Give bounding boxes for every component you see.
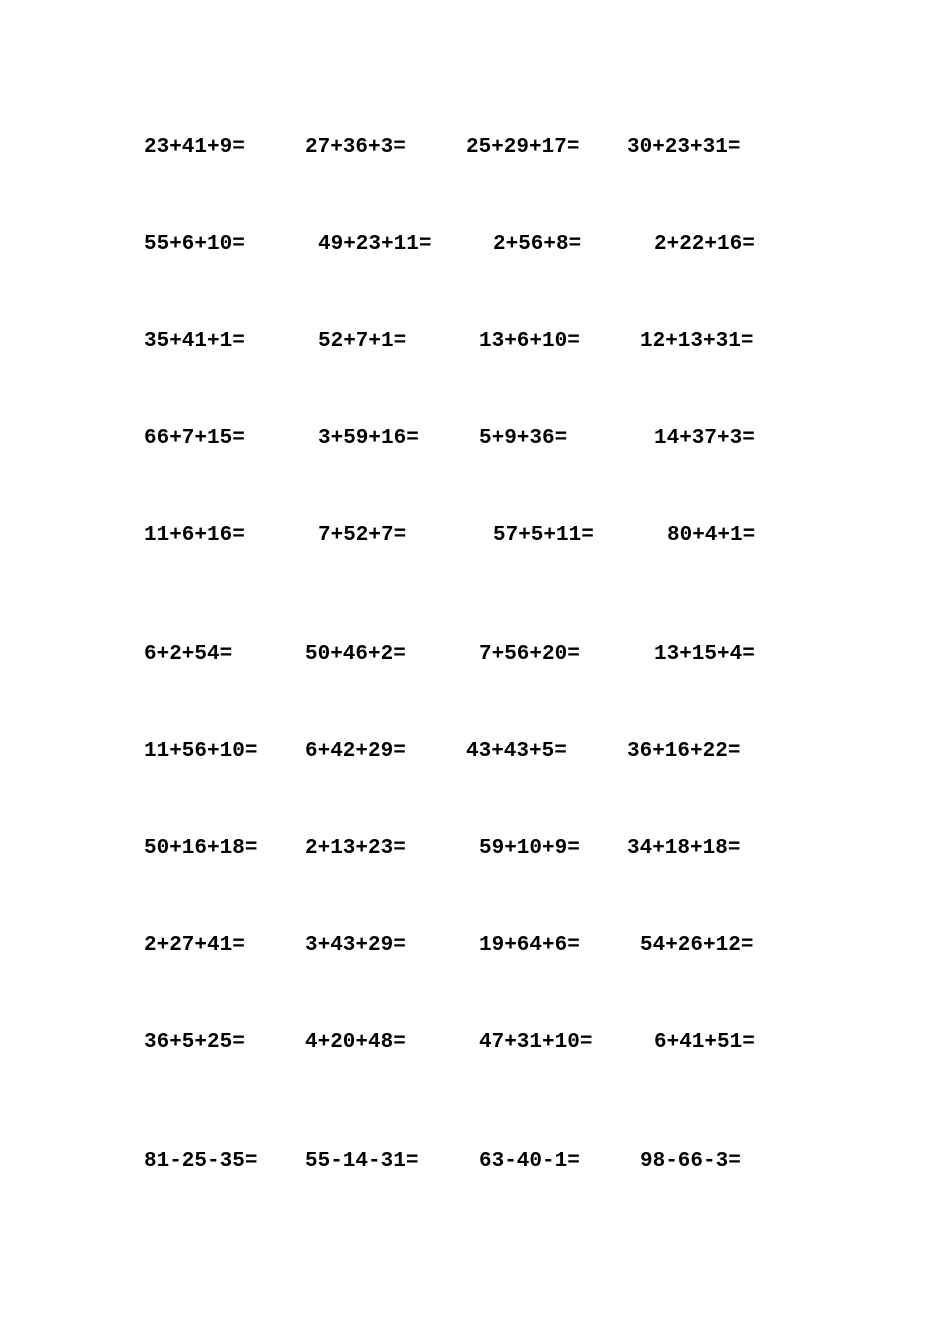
math-problem: 7+52+7= (318, 524, 407, 547)
math-problem: 12+13+31= (640, 330, 754, 353)
math-problem: 81-25-35= (144, 1150, 258, 1173)
problem-row (0, 640, 950, 670)
math-problem: 14+37+3= (654, 427, 755, 450)
math-problem: 30+23+31= (627, 136, 741, 159)
math-problem: 4+20+48= (305, 1031, 406, 1054)
math-problem: 5+9+36= (479, 427, 568, 450)
problem-row (0, 521, 950, 551)
math-problem: 2+22+16= (654, 233, 755, 256)
math-problem: 52+7+1= (318, 330, 407, 353)
math-problem: 34+18+18= (627, 837, 741, 860)
math-problem: 13+15+4= (654, 643, 755, 666)
math-problem: 36+5+25= (144, 1031, 245, 1054)
problem-row (0, 424, 950, 454)
math-problem: 6+2+54= (144, 643, 233, 666)
math-problem: 98-66-3= (640, 1150, 741, 1173)
math-problem: 2+27+41= (144, 934, 245, 957)
math-problem: 55+6+10= (144, 233, 245, 256)
math-problem: 43+43+5= (466, 740, 567, 763)
math-problem: 63-40-1= (479, 1150, 580, 1173)
math-problem: 6+42+29= (305, 740, 406, 763)
math-problem: 35+41+1= (144, 330, 245, 353)
math-problem: 50+16+18= (144, 837, 258, 860)
math-problem: 13+6+10= (479, 330, 580, 353)
math-problem: 3+59+16= (318, 427, 419, 450)
math-problem: 54+26+12= (640, 934, 754, 957)
problem-row (0, 230, 950, 260)
problem-row (0, 1147, 950, 1177)
math-problem: 59+10+9= (479, 837, 580, 860)
problem-row (0, 327, 950, 357)
problem-row (0, 834, 950, 864)
math-problem: 25+29+17= (466, 136, 580, 159)
math-problem: 6+41+51= (654, 1031, 755, 1054)
math-problem: 2+56+8= (493, 233, 582, 256)
math-problem: 66+7+15= (144, 427, 245, 450)
math-problem: 19+64+6= (479, 934, 580, 957)
math-problem: 27+36+3= (305, 136, 406, 159)
math-problem: 23+41+9= (144, 136, 245, 159)
math-problem: 36+16+22= (627, 740, 741, 763)
math-problem: 80+4+1= (667, 524, 756, 547)
math-problem: 57+5+11= (493, 524, 594, 547)
math-problem: 3+43+29= (305, 934, 406, 957)
problem-row (0, 1028, 950, 1058)
problem-row (0, 737, 950, 767)
math-problem: 50+46+2= (305, 643, 406, 666)
math-problem: 7+56+20= (479, 643, 580, 666)
math-problem: 55-14-31= (305, 1150, 419, 1173)
math-problem: 11+6+16= (144, 524, 245, 547)
problem-row (0, 133, 950, 163)
math-problem: 49+23+11= (318, 233, 432, 256)
math-problem: 11+56+10= (144, 740, 258, 763)
math-problem: 47+31+10= (479, 1031, 593, 1054)
math-problem: 2+13+23= (305, 837, 406, 860)
problem-row (0, 931, 950, 961)
